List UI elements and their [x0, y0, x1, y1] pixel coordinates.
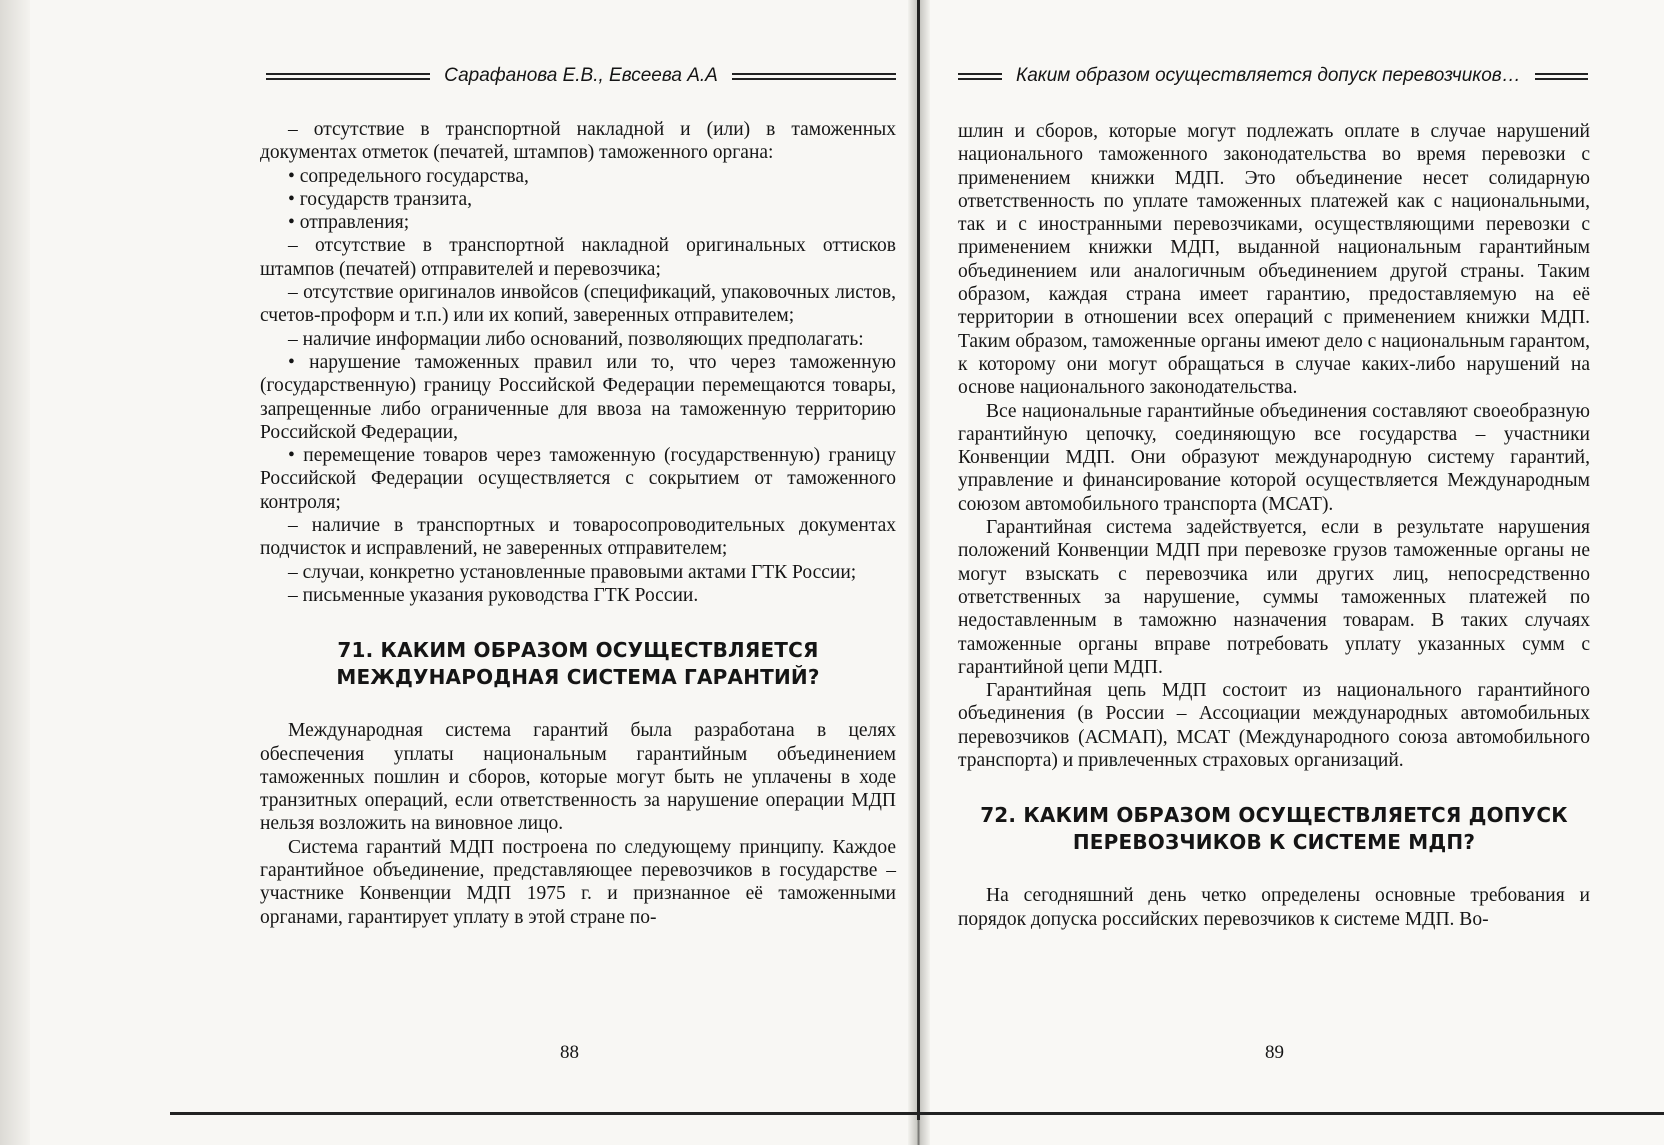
paragraph: – отсутствие оригиналов инвойсов (спецификаций, упаковочных листов, счетов-проформ и т.п.) или их копий, заверенных отправителем;	[260, 282, 896, 327]
heading-line-1: 71. КАКИМ ОБРАЗОМ ОСУЩЕСТВЛЯЕТСЯ	[337, 638, 819, 663]
paragraph: Система гарантий МДП построена по следующему принципу. Каждое гарантийное объединение, представляющее перевозчиков в государстве – участнике Конвенции МДП 1975 г. и признанное её таможенными органами, гарантирует уплату в этой стране по-	[260, 836, 896, 928]
bullet-item: • перемещение товаров через таможенную (государственную) границу Российской Федерации осуществляется с сокрытием от таможенного контроля;	[260, 445, 896, 513]
paragraph: – письменные указания руководства ГТК России.	[288, 584, 699, 606]
heading-line-2: МЕЖДУНАРОДНАЯ СИСТЕМА ГАРАНТИЙ?	[336, 665, 820, 690]
left-text-column	[260, 118, 896, 929]
section-heading-71	[260, 637, 896, 691]
page-number-left: 88	[560, 1042, 579, 1063]
paragraph: – отсутствие в транспортной накладной и (или) в таможенных документах отметок (печатей, штампов) таможенного органа:	[260, 119, 896, 164]
paragraph: Международная система гарантий была разработана в целях обеспечения уплаты национальным гарантийным объединением таможенных пошлин и сборов, которые могут быть не уплачены в ходе транзитных операций, если ответственность за нарушение операции МДП нельзя возложить на виновное лицо.	[260, 720, 896, 835]
paragraph: На сегодняшний день четко определены основные требования и порядок допуска российских перевозчиков к системе МДП. Во-	[958, 885, 1590, 930]
paragraph: – наличие в транспортных и товаросопроводительных документах подчисток и исправлений, не заверенных отправителем;	[260, 515, 896, 560]
left-header-text: Сарафанова Е.В., Евсеева А.А	[444, 65, 718, 86]
right-text-column	[958, 120, 1590, 931]
header-rule-left	[958, 73, 1002, 80]
header-rule-left	[266, 73, 430, 80]
paragraph: Все национальные гарантийные объединения составляют своеобразную гарантийную цепочку, соединяющую все государства – участники Конвенции МДП. Они образуют международную систему гарантий, управление и финансирование которой осуществляется Международным союзом автомобильного транспорта (МСАТ).	[958, 400, 1590, 515]
header-rule-right	[1535, 73, 1588, 80]
bullet-item: • отправления;	[288, 212, 410, 234]
page-number-right: 89	[1265, 1042, 1284, 1063]
page-edge-shadow	[0, 0, 30, 1145]
heading-line-1: 72. КАКИМ ОБРАЗОМ ОСУЩЕСТВЛЯЕТСЯ ДОПУСК	[980, 803, 1568, 828]
left-running-header	[266, 60, 896, 92]
paragraph: Гарантийная цепь МДП состоит из национального гарантийного объединения (в России – Ассоциации международных автомобильных перевозчиков (АСМАП), МСАТ (Международного союза автомобильного транспорта) и привлеченных страховых организаций.	[958, 680, 1590, 772]
paragraph: – случаи, конкретно установленные правовыми актами ГТК России;	[288, 561, 857, 583]
heading-line-2: ПЕРЕВОЗЧИКОВ К СИСТЕМЕ МДП?	[1072, 830, 1476, 855]
paragraph: – отсутствие в транспортной накладной оригинальных оттисков штампов (печатей) отправителей и перевозчика;	[260, 235, 896, 280]
gutter-line	[917, 0, 920, 1120]
right-header-text: Каким образом осуществляется допуск перевозчиков…	[1016, 65, 1521, 86]
bullet-item: • нарушение таможенных правил или то, что через таможенную (государственную) границу Российской Федерации перемещаются товары, запрещенные либо ограниченные для ввоза на таможенную территорию Российской Федерации,	[260, 351, 896, 443]
bottom-edge-line	[170, 1112, 1664, 1115]
header-rule-right	[732, 73, 896, 80]
section-heading-72	[958, 802, 1590, 856]
bullet-item: • государств транзита,	[288, 188, 472, 210]
bullet-item: • сопредельного государства,	[288, 165, 529, 187]
paragraph: шлин и сборов, которые могут подлежать оплате в случае нарушений национального таможенного законодательства во время перевозки с применением книжки МДП. Это объединение несет солидарную ответственность по уплате таможенных платежей как с национальными, так и с иностранными перевозчиками, осуществляющими перевозки с применением книжки МДП, выданной национальным гарантийным объединением или аналогичным объединением другой страны. Таким образом, каждая страна имеет гарантию, предоставляемую на её территории в отношении всех операций с применением книжки МДП. Таким образом, таможенные органы имеют дело с национальным гарантом, к которому они могут обращаться в случае каких-либо нарушений на основе национального законодательства.	[958, 121, 1590, 399]
paragraph: Гарантийная система задействуется, если в результате нарушения положений Конвенции МДП при перевозке грузов таможенные органы не могут взыскать с перевозчика или других лиц, непосредственно ответственных за нарушение, суммы таможенных платежей по недоставленным в таможню назначения товарам. В таких случаях таможенные органы вправе потребовать уплату указанных сумм с гарантийной цепи МДП.	[958, 517, 1590, 678]
paragraph: – наличие информации либо оснований, позволяющих предполагать:	[288, 328, 864, 350]
right-running-header	[958, 60, 1588, 92]
